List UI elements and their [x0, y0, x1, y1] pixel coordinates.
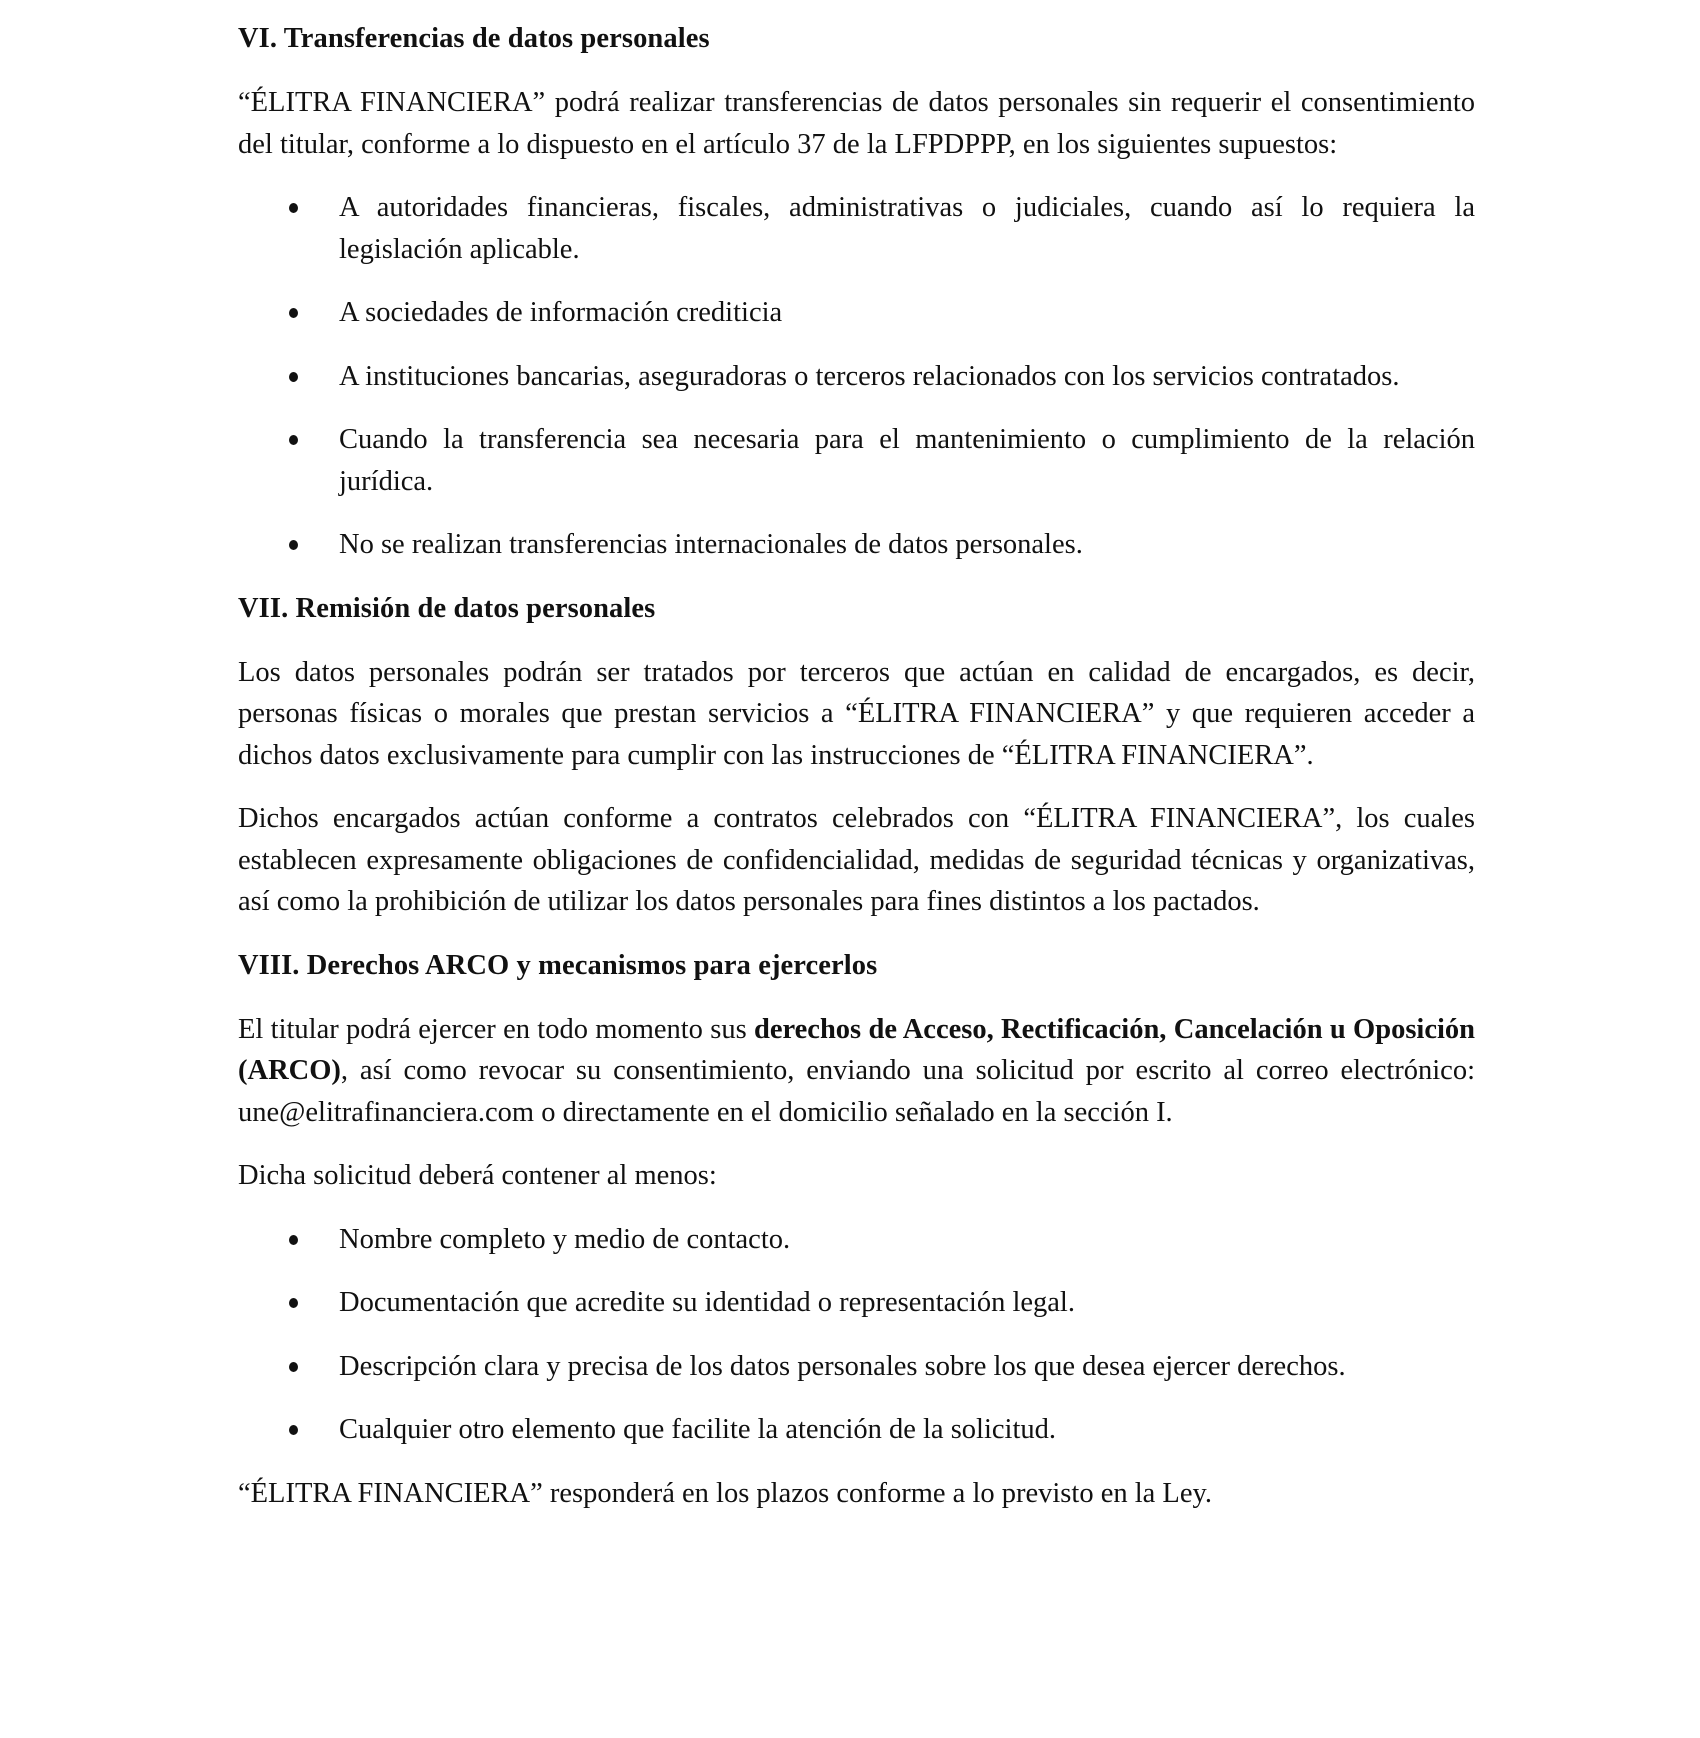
bullet-icon [289, 540, 298, 550]
list-item-text: No se realizan transferencias internacionales de datos personales. [339, 529, 1083, 560]
list-item-text: Descripción clara y precisa de los datos personales sobre los que desea ejercer derechos. [339, 1350, 1346, 1382]
list-item [238, 1219, 1475, 1261]
list-item-text: A sociedades de información crediticia [339, 297, 783, 328]
request-intro-paragraph: Dicha solicitud deberá contener al menos: [238, 1160, 717, 1191]
bullet-icon [289, 308, 298, 318]
request-requirements-list [238, 1219, 1475, 1451]
paragraph: Dichos encargados actúan conforme a contratos celebrados con “ÉLITRA FINANCIERA”, los cuales establecen expresamente obligaciones de confidencialidad, medidas de seguridad técnicas y organizativas, así como la prohibición de utilizar los datos personales para fines distintos a los pactados. [238, 803, 1475, 917]
list-item [238, 1282, 1475, 1324]
list-item-text: Cualquier otro elemento que facilite la atención de la solicitud. [339, 1414, 1056, 1445]
section-intro-paragraph: “ÉLITRA FINANCIERA” podrá realizar transferencias de datos personales sin requerir el consentimiento del titular, conforme a lo dispuesto en el artículo 37 de la LFPDPPP, en los siguientes supuestos: [238, 87, 1475, 160]
list-item [238, 524, 1475, 566]
list-item [238, 292, 1475, 334]
section-heading: VIII. Derechos ARCO y mecanismos para ejercerlos [238, 949, 878, 981]
list-item-text: Nombre completo y medio de contacto. [339, 1223, 791, 1255]
list-item [238, 1346, 1475, 1388]
text-run: o directamente en el domicilio señalado en la sección I. [534, 1096, 1173, 1128]
list-item-text: Documentación que acredite su identidad o representación legal. [339, 1287, 1075, 1318]
list-item-text: A instituciones bancarias, aseguradoras o terceros relacionados con los servicios contratados. [339, 360, 1400, 392]
section-derechos-arco [238, 945, 1475, 1515]
transfer-cases-list [238, 187, 1475, 566]
list-item-text: Cuando la transferencia sea necesaria para el mantenimiento o cumplimiento de la relación jurídica. [339, 424, 1475, 497]
bullet-icon [289, 435, 298, 445]
bullet-icon [289, 203, 298, 213]
bullet-icon [289, 372, 298, 382]
arco-rights-paragraph [238, 1009, 1475, 1134]
contact-email: une@elitrafinanciera.com [238, 1096, 535, 1128]
paragraph: Los datos personales podrán ser tratados por terceros que actúan en calidad de encargados, es decir, personas físicas o morales que prestan servicios a “ÉLITRA FINANCIERA” y que requieren acceder a dichos datos exclusivamente para cumplir con las instrucciones de “ÉLITRA FINANCIERA”. [238, 656, 1475, 771]
list-item-text: A autoridades financieras, fiscales, administrativas o judiciales, cuando así lo requiera la legislación aplicable. [339, 192, 1475, 265]
list-item [238, 187, 1475, 270]
list-item [238, 419, 1475, 502]
list-item [238, 1409, 1475, 1451]
section-heading: VI. Transferencias de datos personales [238, 23, 710, 54]
bullet-icon [289, 1362, 298, 1372]
document-page [238, 18, 1475, 1536]
bullet-icon [289, 1298, 298, 1308]
bullet-icon [289, 1425, 298, 1435]
section-remision [238, 588, 1475, 923]
text-run: El titular podrá ejercer en todo momento sus [238, 1013, 755, 1045]
closing-paragraph: “ÉLITRA FINANCIERA” responderá en los plazos conforme a lo previsto en la Ley. [238, 1477, 1212, 1509]
list-item [238, 356, 1475, 398]
section-transferencias [238, 18, 1475, 566]
arco-rights-bold: derechos de Acceso, Rectificación, Cancelación u Oposición (ARCO) [238, 1013, 1476, 1086]
section-heading: VII. Remisión de datos personales [238, 592, 656, 624]
text-run: , así como revocar su consentimiento, enviando una solicitud por escrito al correo electrónico: [340, 1055, 1475, 1086]
bullet-icon [289, 1235, 298, 1245]
